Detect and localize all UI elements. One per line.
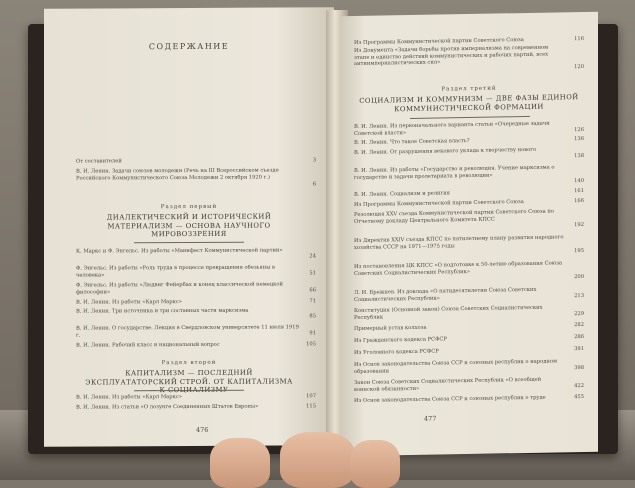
section-label: Раздел третий (441, 85, 497, 93)
toc-entry (76, 341, 300, 349)
toc-entry-page: 282 (574, 321, 584, 329)
toc-entry-page: 126 (574, 126, 584, 134)
toc-entry-page: 195 (574, 247, 584, 255)
toc-entry-page: 140 (574, 177, 584, 185)
toc-entry-page: 200 (574, 273, 584, 281)
toc-entry-text: Из Основ законодательства Союза ССР и союзных республик о труде (354, 394, 546, 405)
section-divider (134, 242, 244, 244)
toc-entry-text: В. И. Ленин. Рабочий класс и национальный вопрос (76, 341, 220, 349)
section-label: Раздел первый (160, 203, 218, 211)
toc-entry-text: От составителей (76, 158, 122, 165)
toc-entry-text: Из Программы Коммунистической партии Советского Союза (354, 199, 524, 209)
contents-heading: СОДЕРЖАНИЕ (148, 41, 230, 52)
toc-entry (76, 281, 300, 295)
toc-entry-page: 286 (574, 333, 584, 341)
toc-entry-text: Из Документа «Задачи борьбы против империализма на современном этапе и единство действий коммунистических и рабочих партий, всех антиимпериалистических сил» (354, 44, 549, 68)
toc-entry-page: 71 (309, 298, 316, 305)
toc-entry (354, 286, 564, 303)
section-divider (410, 116, 530, 119)
toc-entry (354, 260, 564, 277)
toc-entry-page: 120 (574, 63, 584, 71)
toc-entry (354, 136, 564, 146)
toc-entry-page: 136 (574, 135, 584, 143)
toc-entry (354, 394, 564, 404)
toc-entry-text: Ф. Энгельс. Из работы «Роль труда в процессе превращения обезьяны в человека» (76, 264, 275, 279)
toc-entry-page: 422 (574, 382, 584, 390)
toc-entry (354, 44, 564, 67)
toc-entry-text: Ф. Энгельс. Из работы «Людвиг Фейербах и конец классической немецкой философии» (76, 281, 283, 296)
right-page (340, 12, 598, 457)
toc-entry-text: В. И. Ленин. Из первоначального варианта статьи «Очередные задачи Советской власти» (354, 120, 550, 137)
finger (210, 438, 270, 488)
toc-entry (354, 358, 564, 375)
toc-entry-text: В. И. Ленин. Три источника и три составных части марксизма (76, 307, 249, 315)
toc-entry (354, 188, 564, 198)
toc-entry-page: 391 (574, 345, 584, 353)
toc-entry-text: Примерный устав колхоза (354, 324, 427, 333)
toc-entry-text: В. И. Ленин. Из статьи «О лозунге Соединенных Штатов Европы» (76, 403, 259, 411)
toc-entry-page: 229 (574, 310, 584, 318)
toc-entry-page: 3 (312, 157, 316, 164)
toc-entry-text: Из Директив XXIV съезда КПСС по пятилетнему плану развития народного хозяйства СССР на 1971—1975 годы (354, 234, 564, 251)
toc-entry-text: Конституция (Основной закон) Союза Советских Социалистических Республик (354, 304, 543, 321)
toc-entry-page: 85 (309, 313, 316, 320)
toc-entry (354, 198, 564, 208)
page-number: 477 (424, 414, 437, 423)
toc-entry-text: В. И. Ленин. Из работы «Карл Маркс» (76, 394, 182, 401)
toc-entry-page: 105 (306, 341, 316, 348)
toc-entry (354, 322, 564, 332)
toc-entry-page: 51 (309, 270, 316, 277)
toc-entry (354, 146, 564, 156)
toc-entry-page: 166 (574, 197, 584, 205)
toc-entry (354, 208, 564, 225)
toc-entry (354, 164, 564, 181)
toc-entry-text: Л. И. Брежнев. Из доклада «О пятидесятилетии Союза Советских Социалистических Республик» (354, 286, 537, 303)
page-number: 476 (196, 425, 209, 434)
toc-entry (354, 346, 564, 356)
toc-entry (354, 304, 564, 321)
toc-entry-text: Закон Союза Советских Социалистических Республик «О всеобщей воинской обязанности» (354, 376, 542, 393)
toc-entry (76, 264, 300, 278)
toc-entry-page: 213 (574, 292, 584, 300)
toc-entry (76, 167, 300, 181)
toc-entry-text: Из Гражданского кодекса РСФСР (354, 336, 447, 345)
toc-entry-page: 115 (306, 403, 316, 410)
toc-entry-text: В. И. Ленин. Из работы «Карл Маркс» (76, 299, 182, 306)
toc-entry-page: 161 (574, 187, 584, 195)
toc-entry-text: Из Основ законодательства Союза ССР и союзных республик о народном образовании (354, 358, 558, 375)
toc-entry-page: 107 (306, 393, 316, 400)
toc-entry (76, 157, 300, 165)
toc-entry-text: В. И. Ленин. Что такое Советская власть? (354, 137, 470, 147)
toc-entry-text: В. И. Ленин. О государстве. Лекция в Свердловском университете 11 июля 1919 г. (76, 324, 299, 339)
toc-entry-page: 192 (574, 221, 584, 229)
toc-entry-page: 398 (574, 364, 584, 372)
toc-entry (354, 120, 564, 137)
toc-entry (76, 307, 300, 315)
toc-entry (76, 403, 300, 411)
section-title: КАПИТАЛИЗМ — ПОСЛЕДНИЙ ЭКСПЛУАТАТОРСКИЙ СТРОЙ. ОТ КАПИТАЛИЗМА — К СОЦИАЛИЗМУ (85, 368, 293, 395)
toc-entry-text: В. И. Ленин. Из работы «Государство и революция. Учение марксизма о государстве и задачи пролетариата в революции» (354, 164, 555, 181)
toc-entry-text: В. И. Ленин. Задачи союзов молодежи (Речь на III Всероссийском съезде Российского Коммунистического Союза Молодежи 2 октября 1920 г.) (76, 167, 279, 182)
toc-entry-page: 24 (309, 253, 316, 260)
toc-entry-text: В. И. Ленин. От разрушения векового уклада к творчеству нового (354, 146, 537, 157)
toc-entry-page: 455 (574, 393, 584, 401)
toc-entry-text: Резолюция XXV съезда Коммунистической партии Советского Союза по Отчетному докладу Центрального Комитета КПСС (354, 208, 554, 225)
toc-entry-text: Из Уголовного кодекса РСФСР (354, 348, 439, 357)
toc-entry-text: К. Маркс и Ф. Энгельс. Из работы «Манифест Коммунистической партии» (76, 247, 283, 255)
section-label: Раздел второй (161, 359, 217, 367)
toc-entry (354, 376, 564, 393)
toc-entry-page: 66 (309, 287, 316, 294)
toc-entry (354, 234, 564, 251)
section-title: СОЦИАЛИЗМ И КОММУНИЗМ — ДВЕ ФАЗЫ ЕДИНОЙ КОММУНИСТИЧЕСКОЙ ФОРМАЦИИ (359, 93, 579, 113)
toc-entry (76, 298, 300, 306)
toc-entry-page: 116 (574, 35, 584, 43)
toc-entry-page: 6 (312, 181, 316, 188)
toc-entry (354, 334, 564, 344)
toc-entry-page: 91 (309, 330, 316, 337)
left-page (44, 7, 334, 447)
toc-entry-page: 138 (574, 152, 584, 160)
toc-entry (76, 247, 300, 255)
toc-entry-text: Из Программы Коммунистической партии Советского Союза (354, 37, 524, 47)
toc-entry-text: Из постановления ЦК КПСС «О подготовке к 50-летию образования Союза Советских Социалистических Республик» (354, 260, 563, 277)
toc-entry (76, 393, 300, 401)
toc-entry-text: В. И. Ленин. Социализм и религия (354, 190, 450, 199)
toc-entry (76, 324, 300, 338)
finger (350, 440, 400, 488)
section-title: ДИАЛЕКТИЧЕСКИЙ И ИСТОРИЧЕСКИЙ МАТЕРИАЛИЗМ — ОСНОВА НАУЧНОГО МИРОВОЗЗРЕНИЯ (106, 212, 272, 239)
